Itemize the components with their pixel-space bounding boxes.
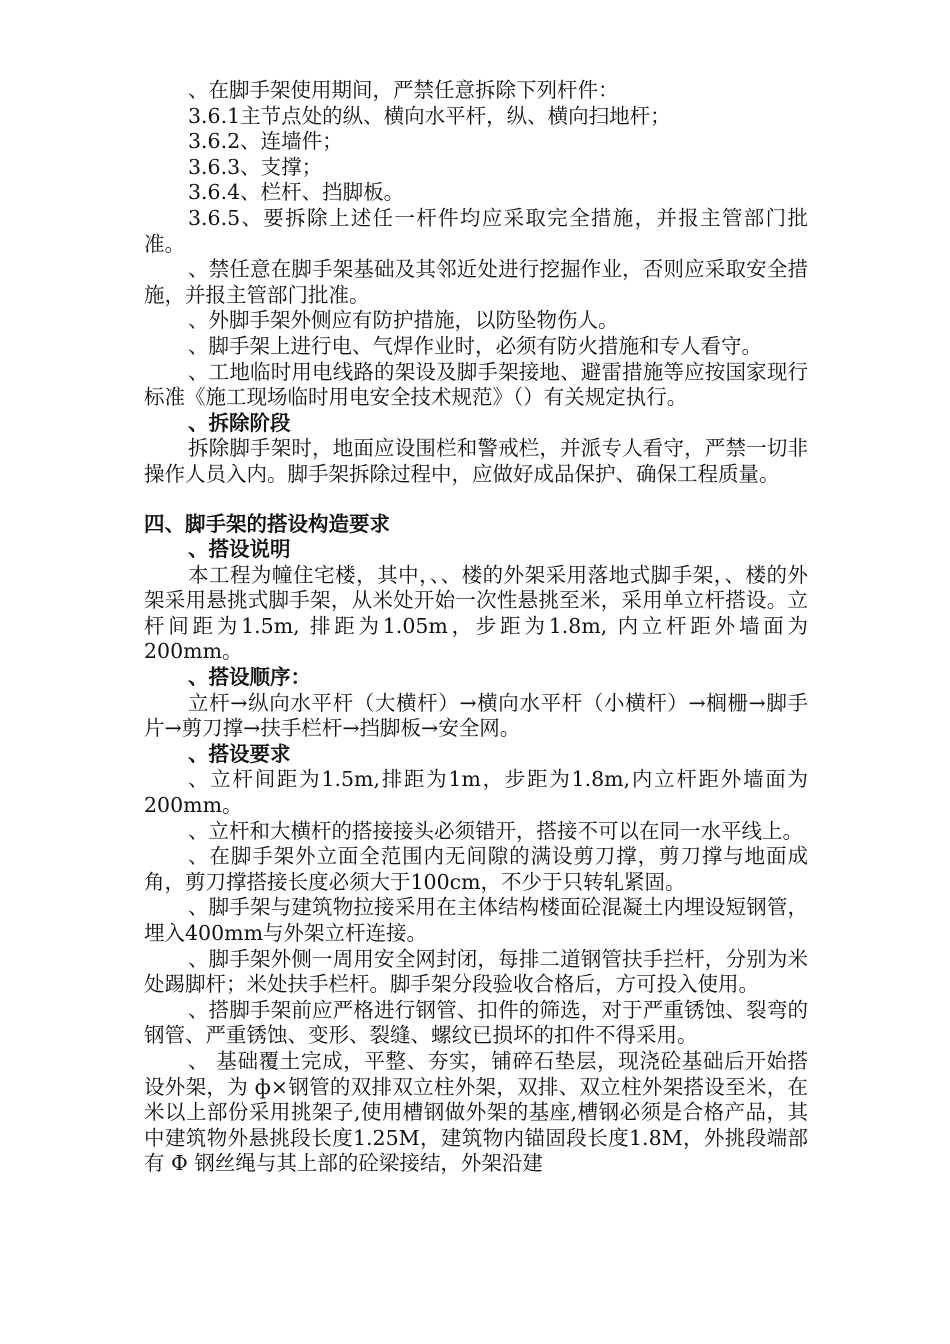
paragraph: 、脚手架外侧一周用安全网封闭，每排二道钢管扶手拦杆，分别为米处踢脚杆；米处扶手栏杆。脚手架分段验收合格后，方可投入使用。 <box>144 946 808 997</box>
document-page <box>144 78 808 1177</box>
paragraph: 、搭脚手架前应严格进行钢管、扣件的筛选，对于严重锈蚀、裂弯的钢管、严重锈蚀、变形、裂缝、螺纹已损坏的扣件不得采用。 <box>144 997 808 1048</box>
section-heading: 、拆除阶段 <box>188 410 291 435</box>
paragraph: 立杆→纵向水平杆（大横杆）→横向水平杆（小横杆）→榈栅→脚手片→剪刀撑→扶手栏杆→挡脚板→安全网。 <box>144 690 808 741</box>
paragraph: 、外脚手架外侧应有防护措施，以防坠物伤人。 <box>188 308 619 333</box>
chapter-heading: 四、脚手架的搭设构造要求 <box>144 511 390 536</box>
paragraph: 、在脚手架使用期间，严禁任意拆除下列杆件： <box>188 78 619 102</box>
section-heading: 、搭设说明 <box>188 537 291 562</box>
paragraph: 、脚手架与建筑物拉接采用在主体结构楼面砼混凝土内埋设短钢管，埋入400mm与外架立杆连接。 <box>144 895 808 945</box>
paragraph: 3.6.4、栏杆、挡脚板。 <box>188 180 405 205</box>
paragraph: 、禁任意在脚手架基础及其邻近处进行挖掘作业，否则应采取安全措施，并报主管部门批准。 <box>144 257 808 307</box>
section-heading: 、搭设要求 <box>188 741 291 766</box>
paragraph: 3.6.5、要拆除上述任一杆件均应采取完全措施，并报主管部门批准。 <box>144 205 808 256</box>
paragraph: 、 基础覆土完成，平整、夯实，铺碎石垫层，现浇砼基础后开始搭设外架，为 ф×钢管的双排双立柱外架，双排、双立柱外架搭设至米，在米以上部份采用挑架子,使用槽钢做外架的基座,槽钢必须是合格产品，其中建筑物外悬挑段长度1.25M，建筑物内锚固段长度1.8M，外挑段端部有 Φ 钢丝绳与其上部的砼梁接结，外架沿建 <box>144 1048 808 1176</box>
paragraph: 3.6.2、连墙件； <box>188 129 343 154</box>
paragraph: 本工程为幢住宅楼，其中，、、楼的外架采用落地式脚手架，、楼的外架采用悬挑式脚手架，从米处开始一次性悬挑至米，采用单立杆搭设。立杆间距为1.5m, 排距为1.05m，步距为1.8m, 内立杆距外墙面为200mm。 <box>144 562 808 664</box>
paragraph: 、在脚手架外立面全范围内无间隙的满设剪刀撑，剪刀撑与地面成 角，剪刀撑搭接长度必须大于100cm，不少于只转轧紧固。 <box>144 844 808 894</box>
paragraph: 、立杆和大横杆的搭接接头必须错开，搭接不可以在同一水平线上。 <box>188 818 803 843</box>
paragraph: 、工地临时用电线路的架设及脚手架接地、避雷措施等应按国家现行标准《施工现场临时用电安全技术规范》（）有关规定执行。 <box>144 359 808 410</box>
paragraph: 、立杆间距为1.5m,排距为1m，步距为1.8m,内立杆距外墙面为200mm。 <box>144 767 808 818</box>
paragraph: 3.6.1主节点处的纵、横向水平杆，纵、横向扫地杆； <box>188 103 671 128</box>
paragraph: 3.6.3、支撑； <box>188 154 323 179</box>
paragraph: 、脚手架上进行电、气焊作业时，必须有防火措施和专人看守。 <box>188 333 762 358</box>
section-heading: 、搭设顺序： <box>188 665 311 690</box>
paragraph: 拆除脚手架时，地面应设围栏和警戒栏，并派专人看守，严禁一切非操作人员入内。脚手架拆除过程中，应做好成品保护、确保工程质量。 <box>144 436 808 486</box>
section-spacer <box>144 488 808 512</box>
